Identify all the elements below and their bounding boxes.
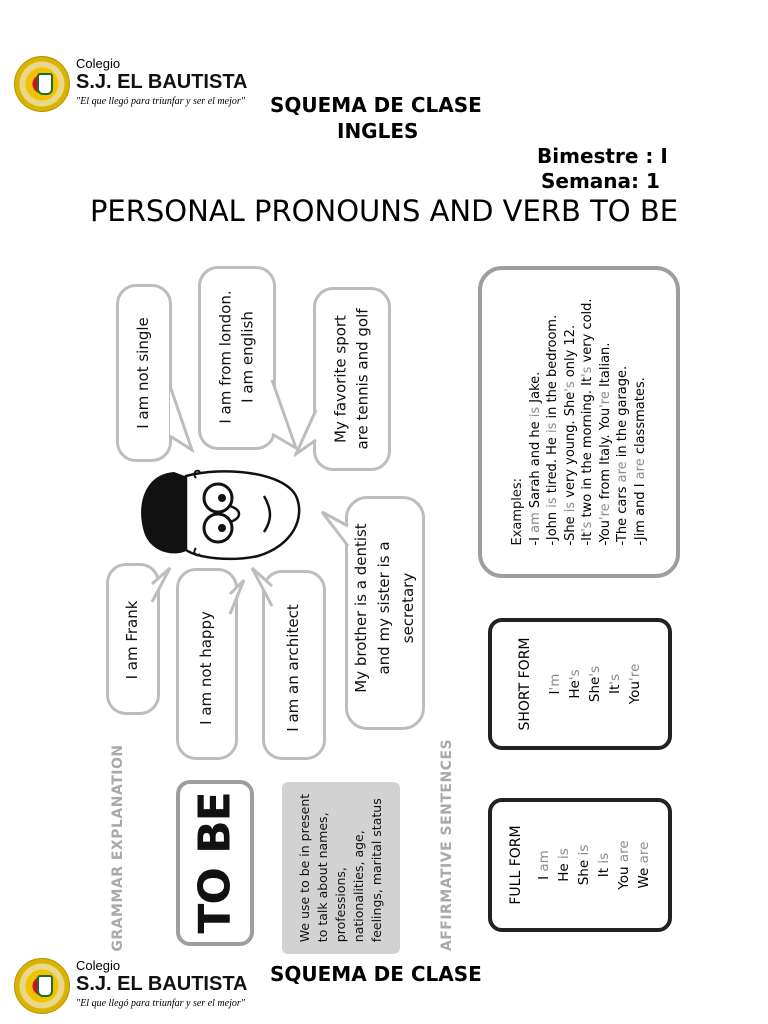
explanation-list [296,794,386,942]
explanation-line: to talk about names, [315,812,330,943]
example-line [562,298,580,545]
pronoun: I [536,871,552,880]
doc-type: SQUEMA DE CLASE [270,93,482,117]
short-form-line [565,637,585,730]
text-fragment: tired. He [545,433,560,498]
full-form-line [594,825,614,904]
examples-heading: Examples: [510,477,525,546]
text-fragment: only 12. [562,324,578,382]
school-logo-header [14,56,248,116]
school-seal-icon [14,958,70,1014]
full-form-list [534,825,654,904]
explanation-line: nationalities, age, [351,830,366,943]
pronoun: She [587,676,603,703]
text-fragment: in the garage. [615,365,630,462]
text-fragment: Italian. [597,342,613,392]
bubble-line: are tennis and golf [353,308,371,450]
bubble-tail [294,410,318,460]
semana: Semana: 1 [541,169,660,193]
footer-doc-type: SQUEMA DE CLASE [270,962,482,986]
text-fragment: -The cars [615,482,630,546]
bubble-line: My brother is a dentist [352,523,371,693]
text-fragment: classmates. [632,377,648,459]
text-fragment: Jake. [527,371,543,407]
school-motto: "El que llegó para triunfar y ser el mejor" [76,998,245,1009]
bubble-tail [150,566,174,606]
short-form-line [585,637,605,730]
verb-form: is [596,852,612,864]
text-fragment: -It [580,531,595,546]
verb-form: is [576,844,592,856]
full-form-line [614,825,634,904]
grammar-explanation-stamp: GRAMMAR EXPLANATION [110,744,126,952]
bubble-frank-text: I am Frank [123,600,142,680]
school-name: S.J. EL BAUTISTA [76,71,248,93]
text-fragment: -You [597,519,613,546]
text-fragment: -She [562,512,578,546]
school-prefix: Colegio [76,56,121,71]
pronoun: She [576,855,592,886]
bubble-brother-text [350,523,420,692]
text-fragment: two in the morning. It [580,376,595,522]
verb-fragment: is [527,406,543,418]
verb-form: 's [567,669,583,681]
explanation-line: We use to be in present [297,793,312,943]
verb-form: is [556,848,572,860]
pronoun: It [607,684,623,695]
explanation-line: professions, [333,867,348,943]
verb-form: are [616,840,632,863]
verb-fragment: 's [580,366,595,377]
full-form-line [574,825,594,904]
short-form-line [605,637,625,730]
short-form-line [625,637,645,730]
full-form-line [534,825,554,904]
bubble-line: I am english [238,311,256,403]
full-form-line [554,825,574,904]
cartoon-face-icon [134,466,306,562]
bubble-tail [250,566,274,610]
subject: INGLES [337,119,419,143]
school-seal-icon [14,56,70,112]
bubble-tail [228,578,248,618]
pronoun: It [596,863,612,878]
school-logo-footer [14,958,248,1018]
verb-fragment: are [632,458,648,480]
full-form-line [634,825,654,904]
example-line [579,298,597,545]
verb-fragment: is [562,501,578,513]
verb-form: are [636,841,652,864]
verb-form: 're [627,663,643,681]
full-form-heading: FULL FORM [508,825,524,905]
school-motto: "El que llegó para triunfar y ser el mejor" [76,96,245,107]
text-fragment: very cold. [580,298,595,367]
short-form-list [545,637,645,730]
pronoun: You [616,862,632,890]
verb-form: 's [607,673,623,685]
examples-list [527,298,650,545]
bubble-tail [164,386,194,456]
page-title: PERSONAL PRONOUNS AND VERB TO BE [89,194,679,228]
text-fragment: -I [527,532,543,546]
bubble-tail [320,510,350,550]
to-be-label: TO BE [189,792,241,934]
bubble-not-single-text: I am not single [134,317,153,429]
pronoun: We [636,863,652,889]
text-fragment: in the bedroom. [545,314,560,423]
verb-fragment: 're [597,391,613,408]
bubble-london-text [215,290,259,423]
explanation-line: feelings, marital status [369,798,384,943]
school-prefix: Colegio [76,958,121,973]
examples-content [509,298,649,545]
short-form-heading: SHORT FORM [517,637,533,731]
example-line [597,298,615,545]
pronoun: He [567,680,583,699]
example-line [544,298,562,545]
verb-form: 'm [547,673,563,691]
explanation-text [296,794,386,942]
verb-form: 's [587,665,603,677]
bubble-line: secretary [398,572,417,644]
bimestre: Bimestre : I [537,144,668,168]
bubble-line: I am from london. [216,290,235,424]
pronoun: He [556,859,572,882]
school-name: S.J. EL BAUTISTA [76,973,248,995]
verb-fragment: is [545,422,560,434]
example-line [614,298,632,545]
verb-fragment: 's [562,381,578,392]
text-fragment: -John [545,507,560,546]
verb-fragment: am [527,512,543,533]
pronoun: You [627,681,643,705]
text-fragment: -Jim and I [632,479,648,546]
verb-fragment: 's [580,521,595,532]
pronoun: I [547,690,563,695]
text-fragment: Sarah and he [527,417,543,513]
short-form-content [515,637,645,730]
example-line [527,298,545,545]
bubble-line: and my sister is a [375,541,394,675]
full-form-content [506,825,654,904]
bubble-line: My favorite sport [331,315,350,443]
text-fragment: very young. She [562,391,578,502]
short-form-line [545,637,565,730]
verb-fragment: is [545,497,560,508]
affirmative-sentences-stamp: AFFIRMATIVE SENTENCES [439,738,455,952]
verb-fragment: 're [597,503,613,520]
bubble-not-happy-text: I am not happy [197,611,216,725]
bubble-sport-text [330,308,374,449]
verb-form: am [536,850,552,872]
example-line [632,298,650,545]
text-fragment: from Italy. You [597,407,613,504]
verb-fragment: are [615,461,630,483]
bubble-architect-text: I am an architect [284,604,303,732]
